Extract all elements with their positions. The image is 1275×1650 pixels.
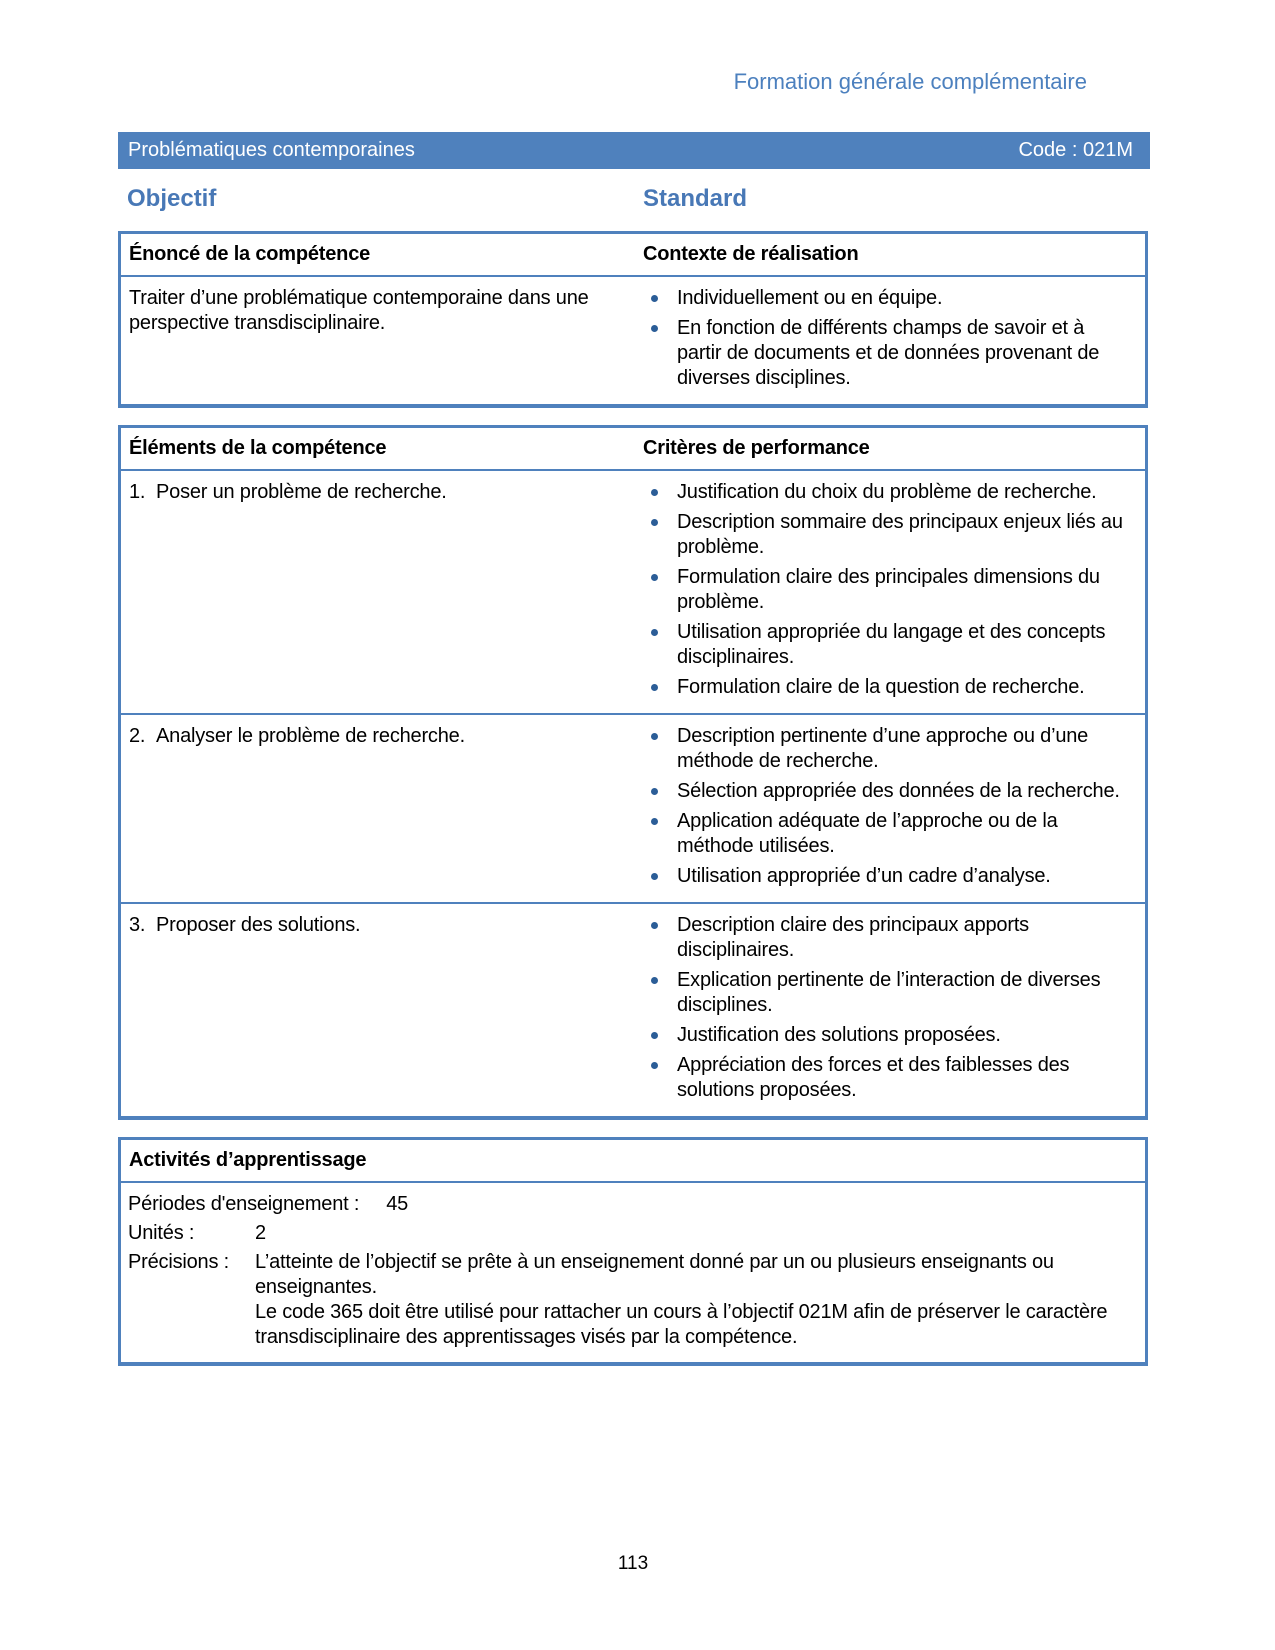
bullet-icon [651, 295, 658, 302]
criteres-list [643, 913, 1131, 1103]
competency-code: Code : 021M [1018, 139, 1133, 161]
competency-title-bar [118, 132, 1150, 169]
bullet-icon [651, 519, 658, 526]
list-item: En fonction de différents champs de savoir et à partir de documents et de données provenant de diverses disciplines. [643, 316, 1131, 391]
periodes-value: 45 [386, 1193, 409, 1215]
unites-value: 2 [255, 1222, 266, 1244]
activites-body [121, 1183, 1145, 1362]
standard-heading: Standard [643, 185, 748, 212]
periodes-label: Périodes d'enseignement : [128, 1193, 360, 1215]
element-number: 3. [129, 914, 146, 936]
page-number: 113 [617, 1553, 649, 1574]
list-item: Justification du choix du problème de recherche. [643, 480, 1131, 505]
enonce-contexte-table [118, 231, 1148, 408]
element-text: Poser un problème de recherche. [156, 481, 447, 503]
table-header-row [121, 1140, 1145, 1183]
bullet-icon [651, 873, 658, 880]
table-header-row [121, 428, 1145, 471]
list-item: Utilisation appropriée d’un cadre d’analyse. [643, 864, 1131, 889]
criteres-cell [631, 480, 1145, 700]
enonce-competence-header: Énoncé de la compétence [129, 243, 371, 265]
precisions-label: Précisions : [128, 1251, 229, 1273]
element-cell [121, 913, 631, 1103]
table-row [121, 713, 1145, 902]
objectif-heading: Objectif [127, 185, 217, 212]
bullet-icon [651, 788, 658, 795]
bullet-icon [651, 629, 658, 636]
bullet-icon [651, 818, 658, 825]
criteres-list [643, 724, 1131, 889]
element-cell [121, 480, 631, 700]
elements-criteres-table [118, 425, 1148, 1120]
enonce-text: Traiter d’une problématique contemporaine dans une perspective transdisciplinaire. [129, 287, 589, 334]
competency-title: Problématiques contemporaines [128, 139, 415, 161]
enonce-cell [121, 286, 631, 391]
bullet-icon [651, 489, 658, 496]
list-item: Sélection appropriée des données de la recherche. [643, 779, 1131, 804]
elements-competence-header: Éléments de la compétence [129, 437, 387, 459]
element-text: Analyser le problème de recherche. [156, 725, 465, 747]
bullet-icon [651, 684, 658, 691]
list-item: Appréciation des forces et des faiblesses des solutions proposées. [643, 1053, 1131, 1103]
list-item: Formulation claire de la question de recherche. [643, 675, 1131, 700]
list-item: Description pertinente d’une approche ou d’une méthode de recherche. [643, 724, 1131, 774]
element-number: 2. [129, 725, 146, 747]
list-item: Formulation claire des principales dimensions du problème. [643, 565, 1131, 615]
list-item: Description sommaire des principaux enjeux liés au problème. [643, 510, 1131, 560]
precisions-paragraph: Le code 365 doit être utilisé pour rattacher un cours à l’objectif 021M afin de préserver le caractère transdisciplinaire des apprentissages visés par la compétence. [255, 1301, 1108, 1348]
contexte-cell [631, 286, 1145, 391]
column-headings [118, 185, 1148, 213]
list-item: Justification des solutions proposées. [643, 1023, 1131, 1048]
bullet-icon [651, 574, 658, 581]
criteres-cell [631, 913, 1145, 1103]
bullet-icon [651, 325, 658, 332]
list-item: Application adéquate de l’approche ou de la méthode utilisées. [643, 809, 1131, 859]
criteres-performance-header: Critères de performance [643, 437, 870, 459]
bullet-icon [651, 733, 658, 740]
activites-table [118, 1137, 1148, 1366]
element-cell [121, 724, 631, 889]
precisions-text [255, 1250, 1145, 1350]
element-item [129, 480, 621, 505]
list-item: Utilisation appropriée du langage et des concepts disciplinaires. [643, 620, 1131, 670]
list-item: Individuellement ou en équipe. [643, 286, 1131, 311]
criteres-cell [631, 724, 1145, 889]
element-number: 1. [129, 481, 146, 503]
bullet-icon [651, 922, 658, 929]
activites-header: Activités d’apprentissage [129, 1149, 367, 1171]
contexte-realisation-header: Contexte de réalisation [643, 243, 859, 265]
bullet-icon [651, 1062, 658, 1069]
list-item: Explication pertinente de l’interaction de diverses disciplines. [643, 968, 1131, 1018]
precisions-paragraph: L’atteinte de l’objectif se prête à un enseignement donné par un ou plusieurs enseignants ou enseignantes. [255, 1251, 1054, 1298]
precisions-row [121, 1250, 1145, 1350]
list-item: Description claire des principaux apports disciplinaires. [643, 913, 1131, 963]
table-row [121, 902, 1145, 1116]
table-header-row [121, 234, 1145, 277]
section-label: Formation générale complémentaire [733, 69, 1087, 94]
bullet-icon [651, 1032, 658, 1039]
unites-row [121, 1221, 1145, 1246]
bullet-icon [651, 977, 658, 984]
criteres-list [643, 480, 1131, 700]
periodes-row [121, 1192, 1145, 1217]
element-item [129, 724, 621, 749]
table-row [121, 471, 1145, 713]
element-text: Proposer des solutions. [156, 914, 361, 936]
element-item [129, 913, 621, 938]
table-row [121, 277, 1145, 404]
contexte-list [643, 286, 1131, 391]
unites-label: Unités : [128, 1222, 195, 1244]
document-content [118, 0, 1148, 1366]
